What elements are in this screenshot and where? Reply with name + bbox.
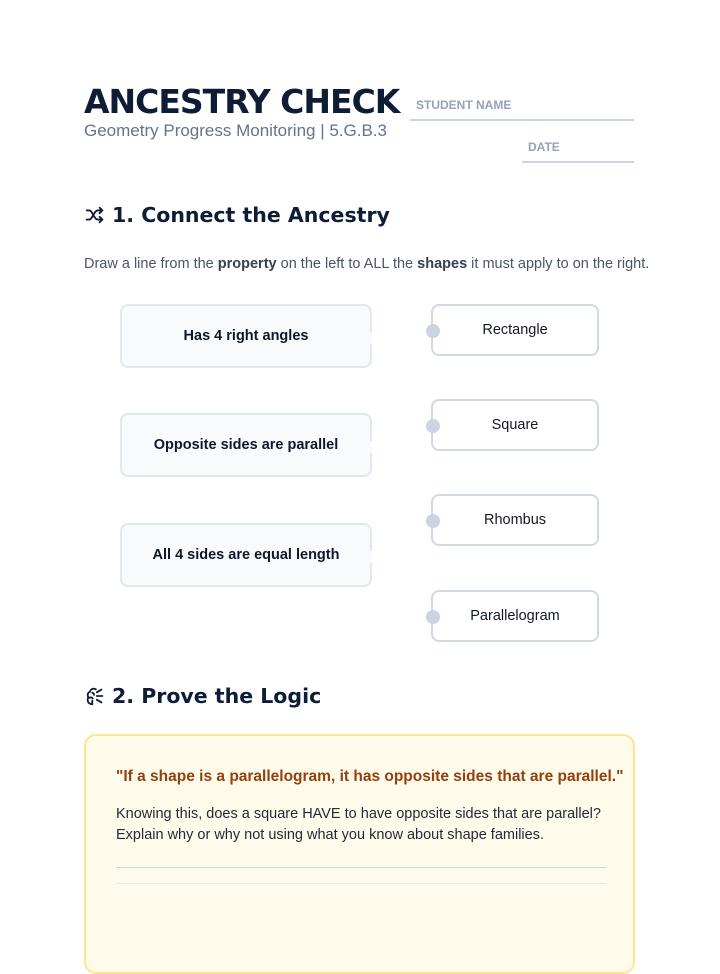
instructions-text-2: on the left to ALL the: [276, 256, 418, 272]
section-1-title: 1. Connect the Ancestry: [112, 203, 390, 227]
property-card[interactable]: [120, 413, 372, 477]
connector-dot[interactable]: [426, 324, 440, 338]
property-label: All 4 sides are equal length: [152, 547, 340, 563]
brain-icon: [84, 685, 106, 707]
shape-card[interactable]: [431, 304, 599, 356]
property-card[interactable]: [120, 304, 372, 368]
instructions-text-1: Draw a line from the: [84, 256, 218, 272]
property-label: Has 4 right angles: [183, 328, 309, 344]
connector-dot[interactable]: [426, 419, 440, 433]
instructions-bold-shapes: shapes: [417, 256, 468, 272]
section-2-heading: [84, 684, 321, 708]
logic-question: Knowing this, does a square HAVE to have opposite sides that are parallel? Explain why or why not using what you know about shape families.: [116, 806, 601, 843]
page-subtitle: Geometry Progress Monitoring | 5.G.B.3: [84, 121, 387, 140]
connector-dot[interactable]: [426, 610, 440, 624]
logic-quote: "If a shape is a parallelogram, it has opposite sides that are parallel.": [116, 768, 624, 785]
instructions: [84, 256, 649, 272]
shape-label: Rectangle: [482, 322, 548, 338]
property-label: Opposite sides are parallel: [153, 437, 339, 453]
date-label: DATE: [528, 140, 560, 154]
section-1-heading: [84, 203, 390, 227]
shuffle-icon: [84, 204, 106, 226]
shape-label: Rhombus: [483, 512, 547, 528]
page-title: ANCESTRY CHECK: [84, 82, 400, 121]
date-field[interactable]: [522, 131, 634, 163]
instructions-text-3: it must apply to on the right.: [467, 256, 650, 272]
shape-card[interactable]: [431, 494, 599, 546]
logic-prompt-box: [84, 734, 635, 974]
shape-card[interactable]: [431, 590, 599, 642]
section-2-title: 2. Prove the Logic: [112, 684, 322, 708]
shape-label: Parallelogram: [470, 608, 560, 624]
answer-line[interactable]: [116, 883, 606, 884]
student-name-field[interactable]: [410, 89, 634, 121]
answer-line[interactable]: [116, 867, 606, 868]
connector-dot[interactable]: [426, 514, 440, 528]
student-name-label: STUDENT NAME: [416, 98, 512, 112]
shape-card[interactable]: [431, 399, 599, 451]
property-card[interactable]: [120, 523, 372, 587]
instructions-bold-property: property: [217, 256, 277, 272]
shape-label: Square: [491, 417, 539, 433]
